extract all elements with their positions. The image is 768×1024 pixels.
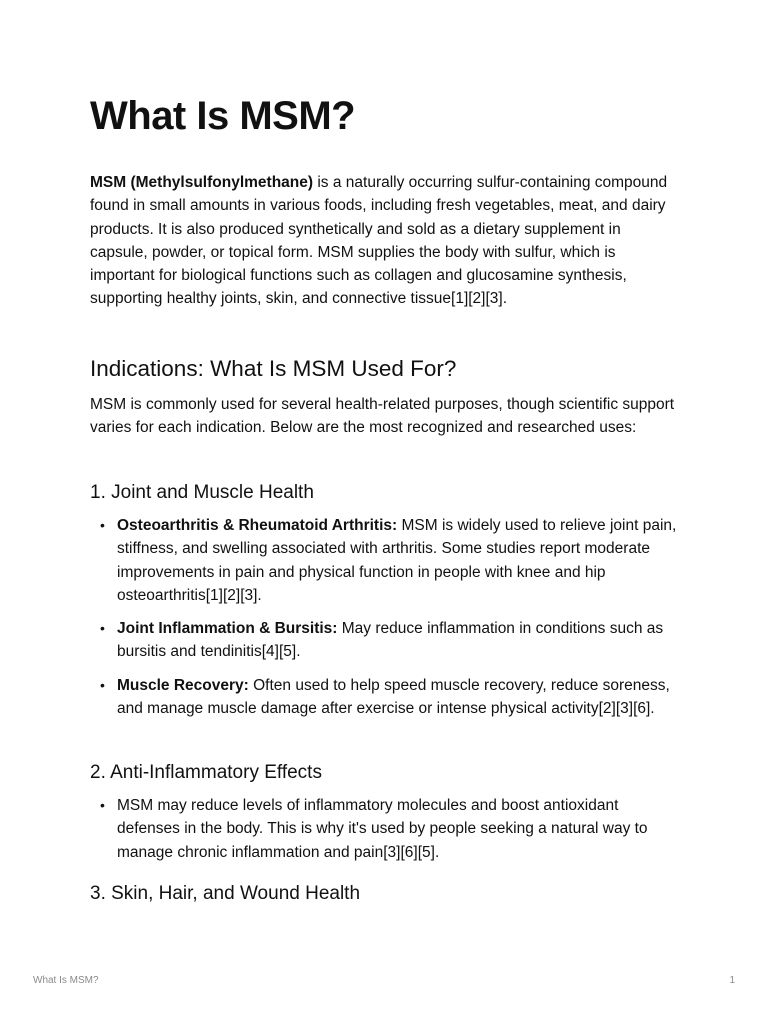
page-title: What Is MSM? [90,94,356,138]
list-item [100,514,680,607]
list-item [100,674,680,721]
list-item [100,617,680,664]
section-heading-anti-inflammatory: 2. Anti-Inflammatory Effects [90,762,322,783]
list-item-text: MSM may reduce levels of inflammatory molecules and boost antioxidant defenses in the body. This is why it's used by people seeking a natural way to manage chronic inflammation and pain[3][6][5]. [117,797,648,861]
footer-title: What Is MSM? [33,975,99,986]
bullet-icon: • [100,676,105,693]
list-item-term: Muscle Recovery: [117,676,249,694]
page-number: 1 [729,975,735,986]
bullet-icon: • [100,620,105,637]
intro-text: is a naturally occurring sulfur-containing compound found in small amounts in various foods, including fresh vegetables, meat, and dairy products. It is also produced synthetically and sold as a dietary supplement in capsule, powder, or topical form. MSM supplies the body with sulfur, which is important for biological functions such as collagen and glucosamine synthesis, supporting healthy joints, skin, and connective tissue[1][2][3]. [90,174,668,308]
section-heading-joint-muscle: 1. Joint and Muscle Health [90,482,314,503]
list-item-term: Osteoarthritis & Rheumatoid Arthritis: [117,517,398,534]
indications-heading: Indications: What Is MSM Used For? [90,356,457,381]
bullet-icon: • [100,797,105,813]
intro-term: MSM (Methylsulfonylmethane) [90,174,314,191]
bullet-icon: • [100,517,105,533]
list-item [100,794,680,864]
intro-paragraph [90,171,680,311]
joint-muscle-list [90,514,680,730]
list-item-text: MSM is widely used to relieve joint pain, stiffness, and swelling associated with arthritis. Some studies report moderate improvements in pain and physical function in people with knee and hip osteoarthritis[1][2][3]. [117,517,677,604]
section-heading-skin-hair: 3. Skin, Hair, and Wound Health [90,883,361,904]
list-item-text: May reduce inflammation in conditions such as bursitis and tendinitis[4][5]. [117,620,664,661]
indications-intro: MSM is commonly used for several health-related purposes, though scientific support varies for each indication. Below are the most recognized and researched uses: [90,396,675,437]
list-item-term: Joint Inflammation & Bursitis: [117,620,338,638]
list-item-text: Often used to help speed muscle recovery, reduce soreness, and manage muscle damage after exercise or intense physical activity[2][3][6]. [117,676,670,718]
anti-inflammatory-list [90,794,680,874]
